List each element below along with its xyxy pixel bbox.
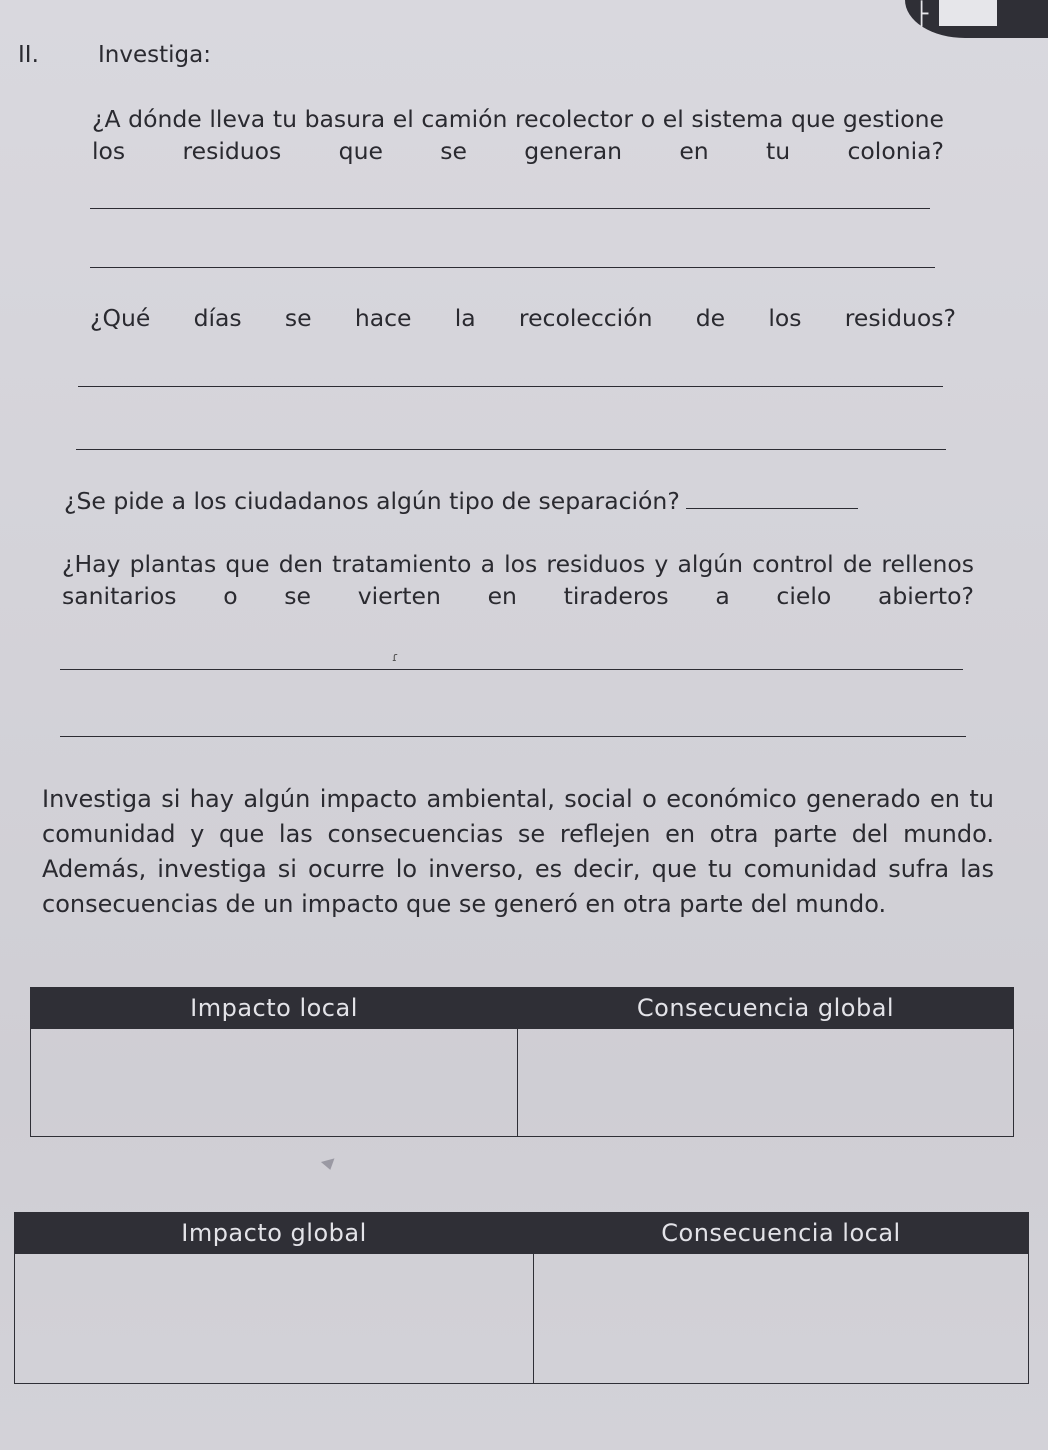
question-3: ¿Se pide a los ciudadanos algún tipo de separación? xyxy=(64,487,680,515)
answer-line-2b[interactable] xyxy=(76,449,946,450)
question-4: ¿Hay plantas que den tratamiento a los residuos y algún control de rellenos sanitarios o se vierten en tiraderos a cielo abierto? xyxy=(62,550,974,610)
table-global-impact xyxy=(14,1212,1029,1384)
answer-line-1b[interactable] xyxy=(90,267,935,268)
answer-line-2a[interactable] xyxy=(78,386,943,387)
table1-cell-consecuencia-global[interactable] xyxy=(518,1029,1014,1137)
table1-header-impacto-local: Impacto local xyxy=(31,988,518,1029)
table2-header-impacto-global: Impacto global xyxy=(15,1213,534,1254)
question-1: ¿A dónde lleva tu basura el camión recolector o el sistema que gestione los residuos que se generan en tu colonia? xyxy=(92,105,944,165)
table1-header-consecuencia-global: Consecuencia global xyxy=(518,988,1014,1029)
answer-line-1a[interactable] xyxy=(90,208,930,209)
question-2: ¿Qué días se hace la recolección de los residuos? xyxy=(90,304,956,332)
section-title: Investiga: xyxy=(98,42,211,68)
table1-cell-impacto-local[interactable] xyxy=(31,1029,518,1137)
tab-label-box xyxy=(939,0,997,26)
pencil-mark: ɾ xyxy=(392,650,399,664)
section-number: II. xyxy=(18,42,39,68)
answer-line-4a[interactable] xyxy=(60,669,963,670)
table2-cell-consecuencia-local[interactable] xyxy=(534,1254,1029,1384)
table-local-impact xyxy=(30,987,1014,1137)
answer-line-4b[interactable] xyxy=(60,736,966,737)
answer-blank-3[interactable] xyxy=(686,486,858,509)
corner-page-tab xyxy=(905,0,1048,38)
table2-header-consecuencia-local: Consecuencia local xyxy=(534,1213,1029,1254)
table2-cell-impacto-global[interactable] xyxy=(15,1254,534,1384)
instruction-paragraph: Investiga si hay algún impacto ambiental, social o económico generado en tu comunidad y que las consecuencias se reflejen en otra parte del mundo. Además, investiga si ocurre lo inverso, es decir, que tu comunidad sufra las consecuencias de un impacto que se generó en otra parte del mundo. xyxy=(42,785,994,918)
question-3-row xyxy=(64,485,974,517)
tab-icon: ├ xyxy=(915,2,929,27)
ink-smudge xyxy=(321,1158,337,1171)
